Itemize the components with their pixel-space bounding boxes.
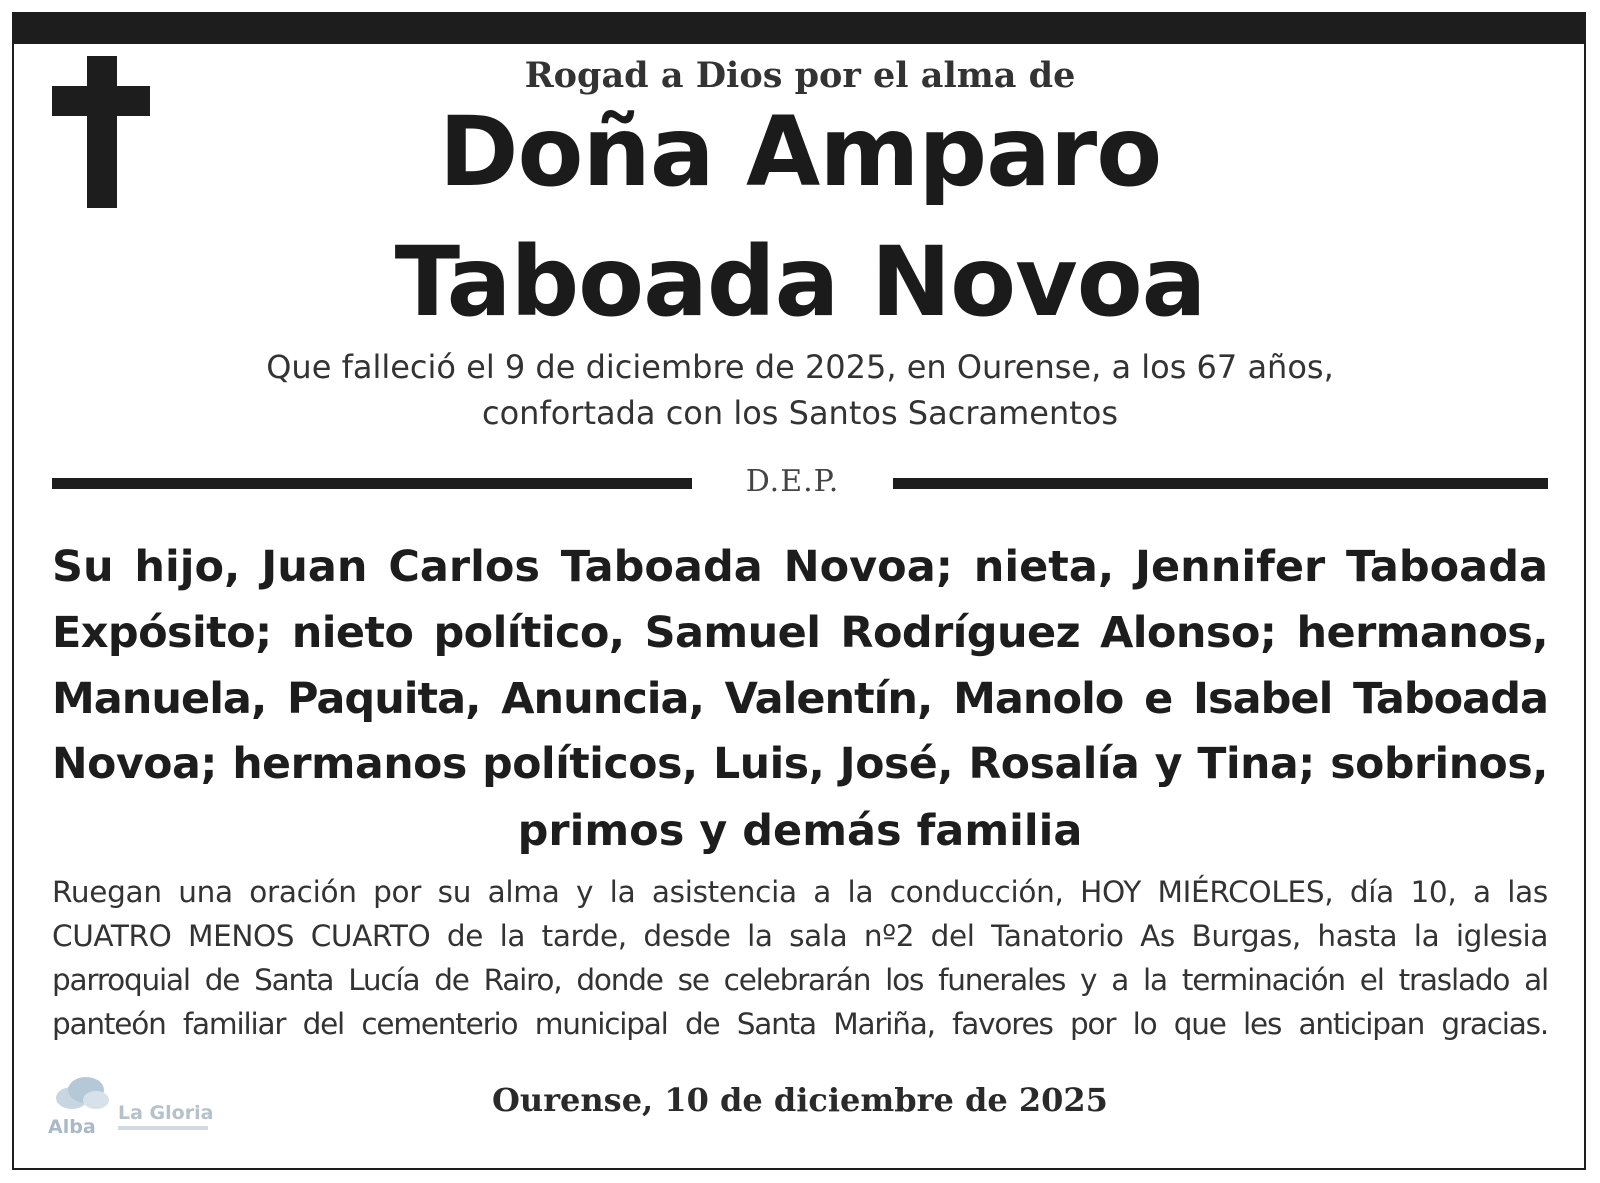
cloud-logo-icon bbox=[50, 1074, 112, 1114]
divider-rule-right bbox=[893, 478, 1548, 489]
intro-text: Rogad a Dios por el alma de bbox=[524, 55, 1076, 96]
logo-tagline-bar bbox=[118, 1126, 208, 1130]
family-line: Expósito; nieto político, Samuel Rodríguez Alonso; hermanos, bbox=[52, 608, 1548, 658]
funeral-details-line: parroquial de Santa Lucía de Rairo, donde se celebrarán los funerales y a la terminación el traslado al bbox=[52, 963, 1548, 997]
death-info-line2: confortada con los Santos Sacramentos bbox=[481, 394, 1119, 432]
death-info-line1: Que falleció el 9 de diciembre de 2025, en Ourense, a los 67 años, bbox=[266, 348, 1334, 386]
top-black-bar bbox=[12, 12, 1586, 44]
family-line: Novoa; hermanos políticos, Luis, José, Rosalía y Tina; sobrinos, bbox=[52, 740, 1548, 789]
family-line: Manuela, Paquita, Anuncia, Valentín, Manolo e Isabel Taboada bbox=[52, 674, 1548, 724]
deceased-name-line2: Taboada Novoa bbox=[394, 226, 1206, 338]
footer-date: Ourense, 10 de diciembre de 2025 bbox=[492, 1081, 1108, 1119]
funeral-home-logo bbox=[46, 1072, 216, 1142]
funeral-details-line: CUATRO MENOS CUARTO de la tarde, desde la sala nº2 del Tanatorio As Burgas, hasta la iglesia bbox=[52, 919, 1548, 953]
funeral-details-line: panteón familiar del cementerio municipal de Santa Mariña, favores por lo que les anticipan gracias. bbox=[52, 1007, 1548, 1041]
family-line: Su hijo, Juan Carlos Taboada Novoa; nieta, Jennifer Taboada bbox=[52, 542, 1548, 592]
logo-brand-alba: Alba bbox=[48, 1116, 96, 1138]
family-line: primos y demás familia bbox=[517, 806, 1083, 856]
funeral-details-line: Ruegan una oración por su alma y la asistencia a la conducción, HOY MIÉRCOLES, día 10, a las bbox=[52, 875, 1548, 909]
divider-rule-left bbox=[52, 478, 692, 489]
dep-divider-text: D.E.P. bbox=[745, 464, 840, 499]
logo-brand-la-gloria: La Gloria bbox=[118, 1102, 214, 1124]
deceased-name-line1: Doña Amparo bbox=[438, 96, 1162, 208]
